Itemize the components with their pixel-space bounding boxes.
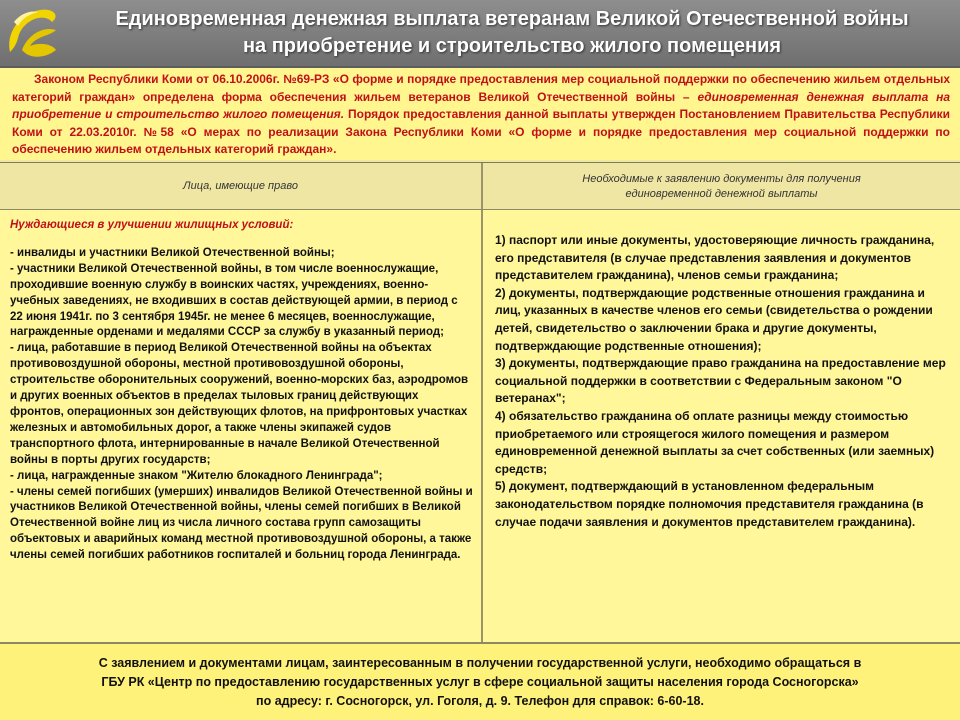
page-title xyxy=(72,6,952,60)
column-header-eligible-text: Лица, имеющие право xyxy=(183,180,298,192)
column-header-eligible xyxy=(0,163,481,209)
eligible-persons-list: - инвалиды и участники Великой Отечественной войны; - участники Великой Отечественной войны, в том числе военнослужащие, проходившие военную службу в воинских частях, учреждениях, военно-учебных заведениях, не входивших в состав действующей армии, в период с 22 июня 1941г. по 3 сентября 1945г. не менее 6 месяцев, военнослужащие, награжденные орденами и медалями СССР за службу в указанный период; - лица, работавшие в период Великой Отечественной войны на объектах противовоздушной обороны, местной противовоздушной обороны, строительстве оборонительных сооружений, военно-морских баз, аэродромов и других военных объектов в пределах тыловых границ действующих фронтов, операционных зон действующих флотов, на прифронтовых участках железных и автомобильных дорог, а также члены экипажей судов транспортного флота, интернированные в начале Великой Отечественной войны в порты других государств; - лица, награжденные знаком "Жителю блокадного Ленинграда"; - члены семей погибших (умерших) инвалидов Великой Отечественной войны и участников Великой Отечественной войны, члены семей погибших в Великой Отечественной войне лиц из числа личного состава групп самозащиты объектовых и аварийных команд местной противовоздушной обороны, а также члены семей погибших работников госпиталей и больниц города Ленинграда. xyxy=(10,246,473,562)
intro-text-part1: Законом Республики Коми от 06.10.2006г. №69-РЗ «О форме и порядке предоставления мер социальной поддержки по обеспечению жильем отдельных категорий граждан» определена форма обеспечения жильем ветеранов Великой Отечественной войны – xyxy=(12,72,950,104)
need-housing-title: Нуждающиеся в улучшении жилищных условий: xyxy=(10,219,294,231)
column-header-documents xyxy=(483,163,960,209)
title-line-1: Единовременная денежная выплата ветеранам Великой Отечественной войны xyxy=(115,8,909,30)
intro-text-part2: Порядок предоставления данной выплаты утвержден Постановлением Правительства Республики Коми от 22.03.2010г. №58 «О мерах по реализации Закона Республики Коми «О форме и порядке предоставления мер социальной поддержки по обеспечению жильем отдельных категорий граждан». xyxy=(12,107,951,156)
title-line-2: на приобретение и строительство жилого помещения xyxy=(242,35,782,57)
eligibility-table xyxy=(0,162,960,643)
header xyxy=(0,0,960,68)
column-header-documents-line2: единовременной денежной выплаты xyxy=(625,188,818,200)
eligible-persons-cell xyxy=(0,210,481,643)
footer-line-2: ГБУ РК «Центр по предоставлению государственных услуг в сфере социальной защиты населения города Сосногорска» xyxy=(101,675,859,689)
required-documents-list: 1) паспорт или иные документы, удостоверяющие личность гражданина, его представителя (в случае представления заявления и документов представителем гражданина), членов семьи гражданина; 2) документы, подтверждающие родственные отношения гражданина и лиц, указанных в качестве членов его семьи (свидетельства о рождении детей, свидетельство о заключении брака и другие документы, подтверждающие родственные отношения); 3) документы, подтверждающие право гражданина на предоставление мер социальной поддержки в соответствии с Федеральным законом "О ветеранах"; 4) обязательство гражданина об оплате разницы между стоимостью приобретаемого или строящегося жилого помещения и размером единовременной денежной выплаты за счет собственных (или заемных) средств; 5) документ, подтверждающий в установленном федеральным законодательством порядке полномочия представителя гражданина (в случае подачи заявления и документов представителем гражданина). xyxy=(495,233,946,529)
contact-footer xyxy=(0,642,960,720)
swoosh-logo-icon xyxy=(0,0,66,66)
column-header-documents-line1: Необходимые к заявлению документы для получения xyxy=(582,173,861,185)
footer-line-1: С заявлением и документами лицам, заинтересованным в получении государственной услуги, необходимо обращаться в xyxy=(98,656,862,670)
footer-line-3: по адресу: г. Сосногорск, ул. Гоголя, д. 9. Телефон для справок: 6-60-18. xyxy=(256,694,704,708)
intro-paragraph xyxy=(0,68,960,160)
required-documents-cell xyxy=(483,210,960,643)
intro-text-italic: единовременная денежная выплата на приобретение и строительство жилого помещения. xyxy=(12,89,950,121)
